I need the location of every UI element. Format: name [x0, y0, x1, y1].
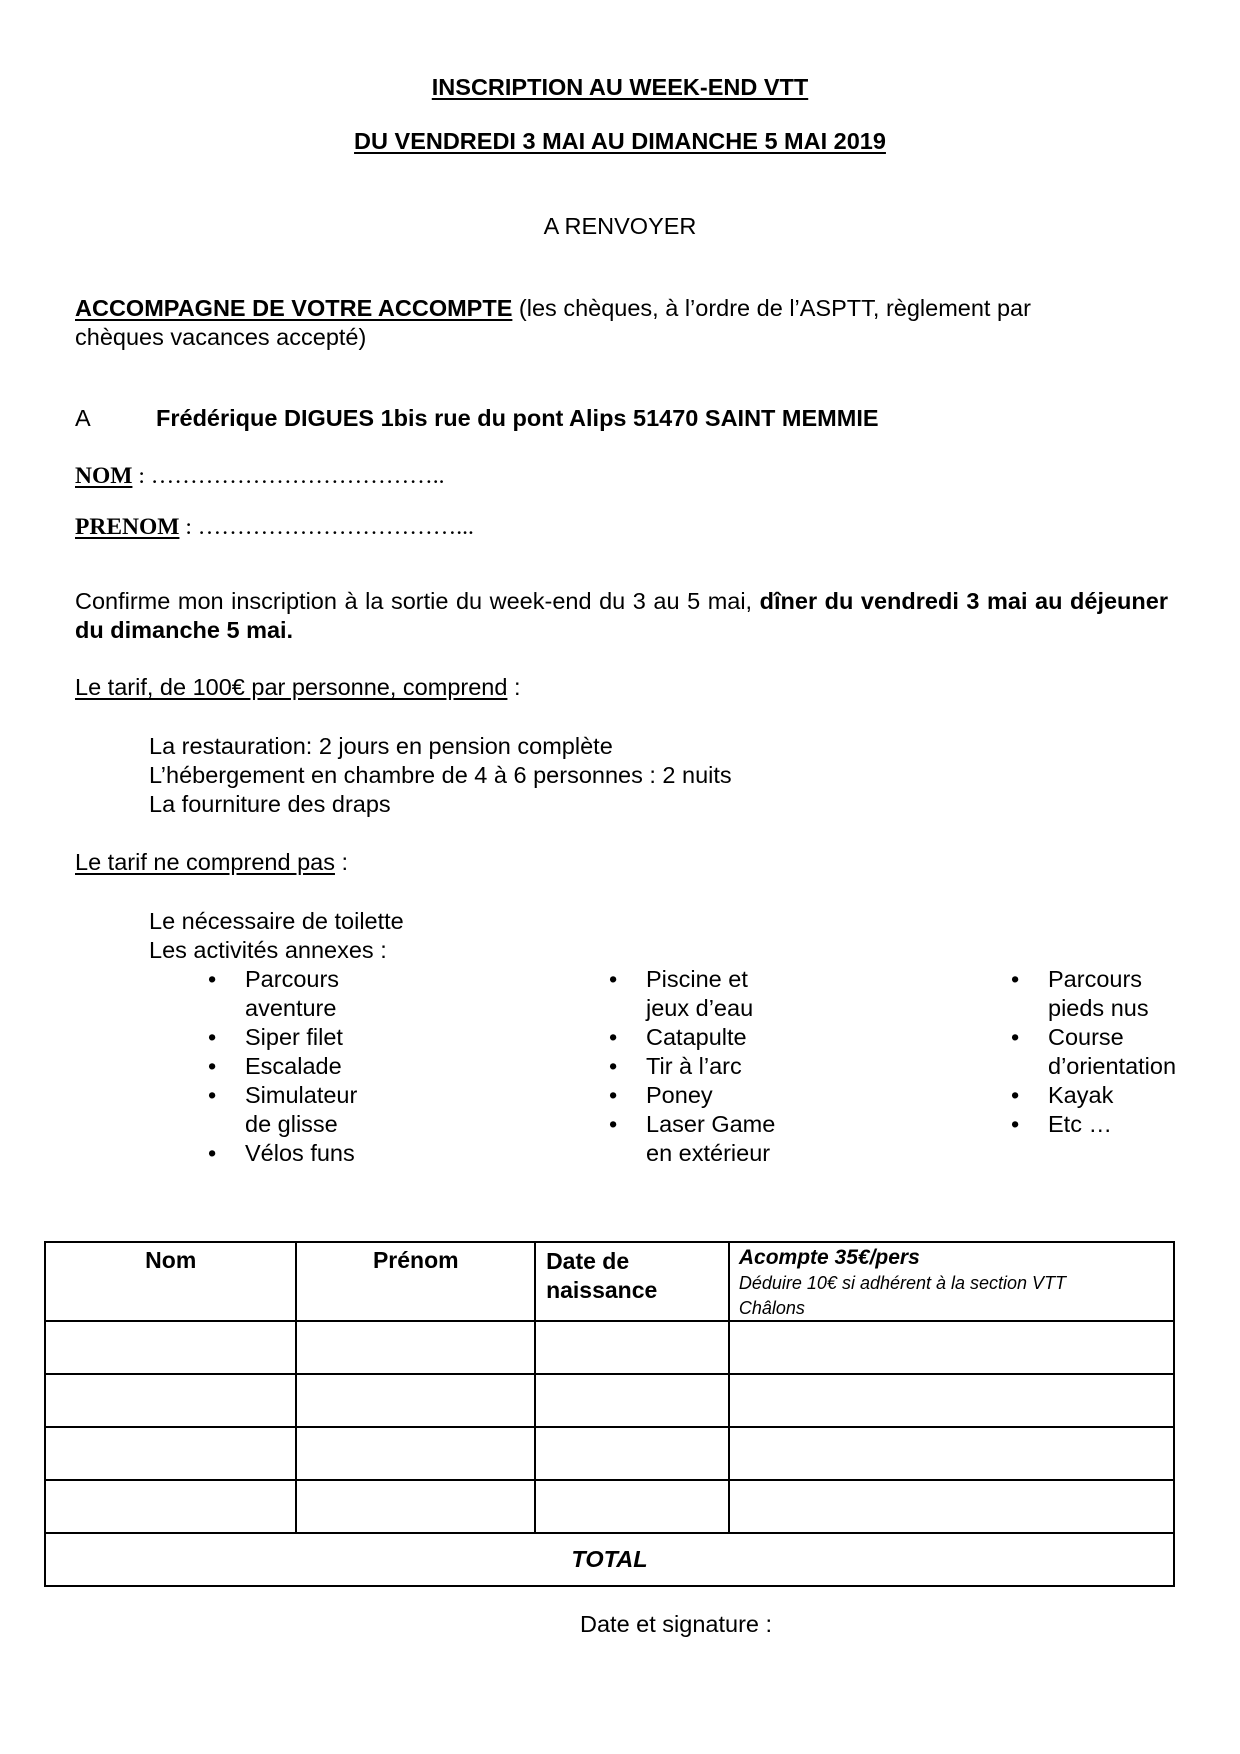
excludes-label: Le tarif ne comprend pas	[75, 849, 335, 875]
header-nom: Nom	[45, 1242, 296, 1321]
cell-nom[interactable]	[45, 1480, 296, 1533]
cell-prenom[interactable]	[296, 1480, 535, 1533]
acompte-amount: Acompte 35€/pers	[738, 1246, 920, 1269]
activity-item: • Simulateur de glisse	[245, 1081, 415, 1139]
deposit-heading: ACCOMPAGNE DE VOTRE ACCOMPTE	[75, 295, 513, 321]
deposit-details-line2: chèques vacances accepté)	[75, 324, 367, 350]
cell-nom[interactable]	[45, 1374, 296, 1427]
includes-heading: Le tarif, de 100€ par personne, comprend :	[75, 674, 521, 700]
prenom-dots: : ……………………………...	[179, 514, 474, 540]
nom-field[interactable]	[75, 463, 444, 490]
activity-item: • Catapulte	[646, 1023, 816, 1052]
return-instruction: A RENVOYER	[543, 213, 697, 239]
activity-item: • Parcours aventure	[245, 965, 415, 1023]
acompte-note-line1: Déduire 10€ si adhérent à la section VTT	[738, 1273, 1067, 1293]
cell-nom[interactable]	[45, 1427, 296, 1480]
prenom-field[interactable]	[75, 514, 474, 541]
confirmation-text	[75, 587, 1168, 645]
cell-acompte[interactable]	[729, 1480, 1174, 1533]
deposit-instruction	[75, 294, 1168, 352]
acompte-note-line2: Châlons	[738, 1298, 805, 1318]
table-row	[45, 1321, 1174, 1374]
cell-prenom[interactable]	[296, 1427, 535, 1480]
cell-date-naissance[interactable]	[535, 1427, 729, 1480]
table-row	[45, 1427, 1174, 1480]
list-item: La restauration: 2 jours en pension complète	[149, 733, 613, 759]
includes-label: Le tarif, de 100€ par personne, comprend	[75, 674, 508, 700]
nom-label: NOM	[75, 463, 133, 489]
activity-item: • Escalade	[245, 1052, 415, 1081]
header-prenom: Prénom	[296, 1242, 535, 1321]
table-total-row	[45, 1533, 1174, 1586]
activity-item: • Tir à l’arc	[646, 1052, 816, 1081]
excludes-heading: Le tarif ne comprend pas :	[75, 849, 349, 875]
table-row	[45, 1374, 1174, 1427]
deposit-details-line1: (les chèques, à l’ordre de l’ASPTT, règlement par	[512, 295, 1031, 321]
confirmation-normal: Confirme mon inscription à la sortie du week-end du 3 au 5 mai,	[75, 588, 760, 614]
cell-date-naissance[interactable]	[535, 1321, 729, 1374]
participants-table	[44, 1241, 1175, 1587]
form-dates-title: DU VENDREDI 3 MAI AU DIMANCHE 5 MAI 2019	[354, 128, 886, 154]
form-title: INSCRIPTION AU WEEK-END VTT	[431, 74, 809, 100]
activities-column-2	[646, 965, 816, 1168]
total-label: TOTAL	[45, 1533, 1174, 1586]
table-row	[45, 1480, 1174, 1533]
activity-item: • Laser Game en extérieur	[646, 1110, 816, 1168]
list-item: La fourniture des draps	[149, 791, 391, 817]
address-prefix: A	[75, 405, 91, 431]
table-header-row	[45, 1242, 1174, 1321]
activity-item: • Parcours pieds nus	[1048, 965, 1218, 1023]
includes-list	[149, 732, 732, 819]
activity-item: • Poney	[646, 1081, 816, 1110]
list-item: L’hébergement en chambre de 4 à 6 personnes : 2 nuits	[149, 762, 732, 788]
cell-date-naissance[interactable]	[535, 1374, 729, 1427]
header-date-naissance: Date de naissance	[535, 1242, 729, 1321]
cell-acompte[interactable]	[729, 1374, 1174, 1427]
activities-column-1	[245, 965, 415, 1168]
list-item: Les activités annexes :	[149, 937, 387, 963]
header-acompte	[729, 1242, 1174, 1321]
activities-column-3	[1048, 965, 1218, 1139]
nom-dots: : ………………………………..	[132, 463, 445, 489]
excludes-list	[149, 907, 404, 965]
activity-item: • Siper filet	[245, 1023, 415, 1052]
cell-date-naissance[interactable]	[535, 1480, 729, 1533]
mailing-address: Frédérique DIGUES 1bis rue du pont Alips 51470 SAINT MEMMIE	[156, 405, 879, 431]
activity-item: • Vélos funs	[245, 1139, 415, 1168]
confirmation-bold: dîner du vendredi 3 mai au déjeuner du dimanche 5 mai.	[75, 588, 1168, 643]
cell-prenom[interactable]	[296, 1321, 535, 1374]
prenom-label: PRENOM	[75, 514, 180, 540]
cell-prenom[interactable]	[296, 1374, 535, 1427]
activity-item: • Course d’orientation	[1048, 1023, 1218, 1081]
cell-acompte[interactable]	[729, 1427, 1174, 1480]
cell-acompte[interactable]	[729, 1321, 1174, 1374]
activity-item: • Etc …	[1048, 1110, 1218, 1139]
cell-nom[interactable]	[45, 1321, 296, 1374]
list-item: Le nécessaire de toilette	[149, 908, 404, 934]
activity-item: • Piscine et jeux d’eau	[646, 965, 816, 1023]
activity-item: • Kayak	[1048, 1081, 1218, 1110]
date-signature-label: Date et signature :	[580, 1611, 773, 1637]
